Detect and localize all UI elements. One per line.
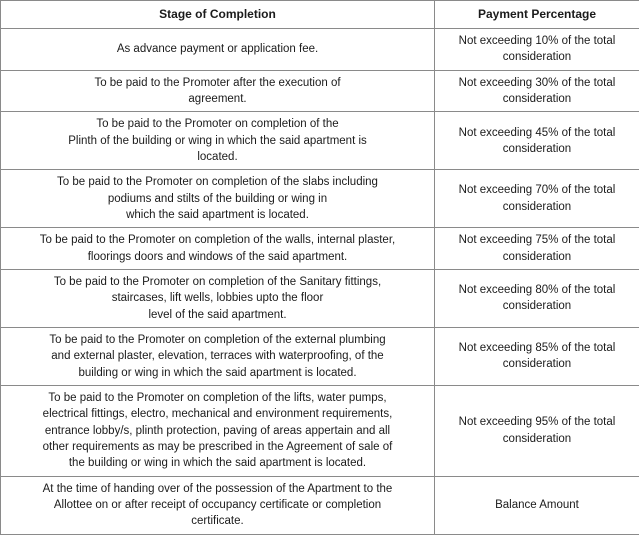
cell-stage: To be paid to the Promoter after the execution of agreement. xyxy=(1,70,435,112)
cell-percentage: Not exceeding 85% of the total consideration xyxy=(435,327,639,385)
cell-percentage: Not exceeding 30% of the total consideration xyxy=(435,70,639,112)
table-row xyxy=(1,476,639,534)
table-header xyxy=(1,1,639,29)
table-row xyxy=(1,269,639,327)
cell-stage: As advance payment or application fee. xyxy=(1,29,435,71)
cell-percentage: Not exceeding 10% of the total consideration xyxy=(435,29,639,71)
cell-percentage: Not exceeding 70% of the total consideration xyxy=(435,170,639,228)
table-row xyxy=(1,327,639,385)
cell-percentage: Not exceeding 75% of the total consideration xyxy=(435,228,639,270)
cell-stage: To be paid to the Promoter on completion of the lifts, water pumps, electrical fittings, electro, mechanical and environment requirements, entrance lobby/s, plinth protection, paving of areas appertain and all other requirements as may be prescribed in the Agreement of sale of the building or wing in which the said apartment is located. xyxy=(1,385,435,476)
table-row xyxy=(1,228,639,270)
table-row xyxy=(1,70,639,112)
cell-stage: To be paid to the Promoter on completion of the walls, internal plaster, floorings doors and windows of the said apartment. xyxy=(1,228,435,270)
table-row xyxy=(1,29,639,71)
table-row xyxy=(1,112,639,170)
cell-percentage: Not exceeding 45% of the total consideration xyxy=(435,112,639,170)
cell-stage: To be paid to the Promoter on completion of the Sanitary fittings, staircases, lift wells, lobbies upto the floor level of the said apartment. xyxy=(1,269,435,327)
cell-stage: To be paid to the Promoter on completion of the external plumbing and external plaster, elevation, terraces with waterproofing, of the building or wing in which the said apartment is located. xyxy=(1,327,435,385)
cell-stage: At the time of handing over of the possession of the Apartment to the Allottee on or after receipt of occupancy certificate or completion certificate. xyxy=(1,476,435,534)
column-header-stage: Stage of Completion xyxy=(1,1,435,29)
table-row xyxy=(1,170,639,228)
table-body xyxy=(1,29,639,535)
cell-percentage: Not exceeding 95% of the total consideration xyxy=(435,385,639,476)
cell-stage: To be paid to the Promoter on completion of the Plinth of the building or wing in which the said apartment is located. xyxy=(1,112,435,170)
table-header-row xyxy=(1,1,639,29)
cell-stage: To be paid to the Promoter on completion of the slabs including podiums and stilts of the building or wing in which the said apartment is located. xyxy=(1,170,435,228)
column-header-percentage: Payment Percentage xyxy=(435,1,639,29)
cell-percentage: Balance Amount xyxy=(435,476,639,534)
cell-percentage: Not exceeding 80% of the total consideration xyxy=(435,269,639,327)
table-row xyxy=(1,385,639,476)
